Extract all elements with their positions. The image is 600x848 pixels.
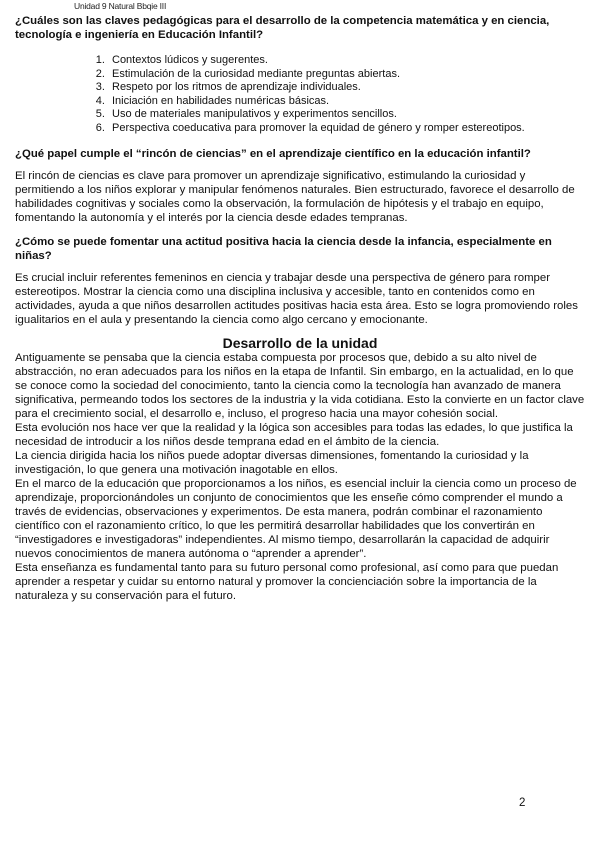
question-pedagogical-keys: ¿Cuáles son las claves pedagógicas para el desarrollo de la competencia matemática y en ciencia, tecnología e ingeniería en Educación Infantil?	[15, 15, 550, 41]
paragraph: Esta enseñanza es fundamental tanto para su futuro personal como profesional, así como para que puedan aprender a respetar y cuidar su entorno natural y promover la concienciación sobre la importancia de la naturaleza y su conservación para el futuro.	[15, 562, 559, 602]
list-item: 2. Estimulación de la curiosidad mediante preguntas abiertas.	[108, 68, 585, 82]
question-positive-attitude: ¿Cómo se puede fomentar una actitud positiva hacia la ciencia desde la infancia, especialmente en niñas?	[15, 236, 552, 262]
list-item: 6. Perspectiva coeducativa para promover la equidad de género y romper estereotipos.	[108, 122, 585, 136]
header-label: Unidad 9 Natural Bbqie III	[74, 1, 167, 11]
answer-positive-attitude: Es crucial incluir referentes femeninos en ciencia y trabajar desde una perspectiva de género para romper estereotipos. Mostrar la ciencia como una disciplina inclusiva y accesible, tanto en contenidos como en actividades, ayuda a que niños desarrollen actitudes positivas hacia esta área. Esto se logra promoviendo roles igualitarios en el aula y presentando la ciencia como algo cercano y emocionante.	[15, 272, 578, 326]
list-item: 4. Iniciación en habilidades numéricas básicas.	[108, 95, 585, 109]
list-item: 3. Respeto por los ritmos de aprendizaje individuales.	[108, 81, 585, 95]
paragraph: Antiguamente se pensaba que la ciencia estaba compuesta por procesos que, debido a su alto nivel de abstracción, no eran adecuados para los niños en la etapa de Infantil. Sin embargo, en la actualidad, en lo que se conoce como la sociedad del conocimiento, tanto la ciencia como la tecnología han avanzado de manera significativa, permeando todos los sectores de la industria y la vida cotidiana. Esto la convierte en un factor clave para el crecimiento social, el desarrollo e, incluso, el progreso hacia una mayor cohesión social.	[15, 352, 585, 420]
paragraph: En el marco de la educación que proporcionamos a los niños, es esencial incluir la ciencia como un proceso de aprendizaje, proporcionándoles un conjunto de conocimientos que les enseñe cómo comprender el mundo a través de evidencias, observaciones y experimentos. De esta manera, podrán combinar el razonamiento científico con el razonamiento crítico, lo que les permitirá desarrollar habilidades que los convertirán en “investigadores e investigadoras” independientes. Al mismo tiempo, desarrollarán la capacidad de adquirir nuevos conocimientos de manera autónoma o “aprender a aprender”.	[15, 478, 577, 560]
page-number: 2	[519, 797, 526, 809]
document-body	[15, 14, 585, 603]
answer-science-corner: El rincón de ciencias es clave para promover un aprendizaje significativo, estimulando la curiosidad y permitiendo a los niños explorar y manipular fenómenos naturales. Bien estructurado, favorece el desarrollo de habilidades cognitivas y sociales como la observación, la formulación de hipótesis y el trabajo en equipo, fomentando la autonomía y el interés por la ciencia desde edades tempranas.	[15, 170, 575, 224]
list-item: 1. Contextos lúdicos y sugerentes.	[108, 54, 585, 68]
list-item: 5. Uso de materiales manipulativos y experimentos sencillos.	[108, 108, 585, 122]
pedagogical-keys-list	[15, 54, 585, 135]
section-title: Desarrollo de la unidad	[222, 335, 378, 351]
paragraph: La ciencia dirigida hacia los niños puede adoptar diversas dimensiones, fomentando la curiosidad y la investigación, lo que genera una motivación inagotable en ellos.	[15, 450, 529, 476]
question-science-corner: ¿Qué papel cumple el “rincón de ciencias” en el aprendizaje científico en la educación infantil?	[15, 148, 531, 160]
paragraph: Esta evolución nos hace ver que la realidad y la lógica son accesibles para todas las edades, lo que justifica la necesidad de introducir a los niños desde temprana edad en el ámbito de la ciencia.	[15, 422, 573, 448]
